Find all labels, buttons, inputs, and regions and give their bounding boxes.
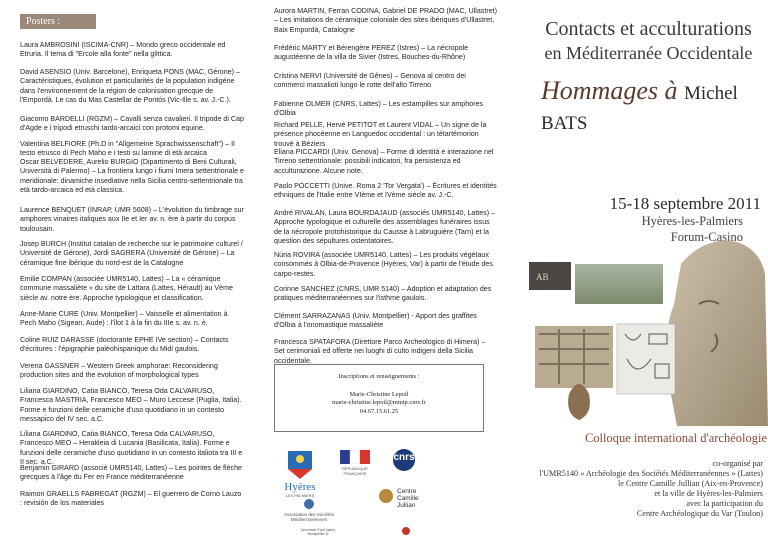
honoree-name: Michel BATS — [541, 83, 738, 134]
poster-entry: Laurence BENQUET (INRAP, UMR 5608) – L'évolution du timbrage sur amphores vinaires italiques aux IIe et Ier av. n. ère à partir du corpus toulousain. — [20, 206, 244, 233]
landscape-photo — [575, 264, 663, 304]
poster-entry: Giacomo BARDELLI (RGZM) – Cavalli senza cavalieri. Il tripode di Cap d'Agde e i tripodi etruschi tardo-arcaici con protomi equine. — [20, 115, 244, 133]
poster-entry: Frédéric MARTY et Bérengère PEREZ (Istres) – La nécropole augustéenne de la villa de Sivier (Istres, Bouches-du-Rhône) — [274, 44, 469, 62]
poster-entry: David ASENSIO (Univ. Barcelone), Enriqueta PONS (MAC, Gérone) – Caractéristiques, évolution et particularités de la population indigène dans l'environnement de la région de colonisation grecque de l'Empordà. Le cas du Mas Castellar de Pontós (Vic-Ille s. av. J.-C.). — [20, 68, 240, 104]
poster-entry: Liliana GIARDINO, Catia BIANCO, Teresa Oda CALVARUSO, Francesco MEO – Herakleia di Lucania (Basilicata, Italia). Forme e funzioni delle ceramiche d'uso quotidiano in un contesto italiota tra III e II sec. a.C. — [20, 430, 243, 466]
posters-column-2 — [256, 0, 509, 543]
posters-label: Posters : — [20, 14, 96, 29]
archaeology-photo-collage — [509, 234, 768, 426]
poster-entry: Laura AMBROSINI (ISCIMA-CNR) – Mondo greco occidentale ed Etruria. Il tema di "Ercole alla fonte" nella glittica. — [20, 41, 226, 59]
hommages-heading — [541, 76, 768, 136]
hyeres-logo: Hyères LES PALMIERS — [274, 450, 326, 492]
poster-entry: Eliana PICCARDI (Univ. Genova) – Forme di identità e interazione nel Tirreno settentrionale: possibili indicatori, fra persistenza ed acculturazione. Alcune note. — [274, 148, 494, 175]
poster-entry: André RIVALAN, Laura BOURDAJAUD (associés UMR5140, Lattes) – Approche typologique et culturelle des assemblages funéraires issus de la nécropole protohistorique du Causse à Labruguière (Tarn) et la question des sépultures ostentatoires. — [274, 209, 496, 245]
event-date: 15-18 septembre 2011 — [609, 194, 761, 213]
contact-phone: 04.67.15.61.25 — [359, 407, 399, 415]
hyeres-emblem-icon — [274, 450, 326, 480]
poster-entry: Valentina BELFIORE (Ph.D in "Allgemeine Sprachwissenschaft") – Il testo etrusco di Pech Maho e i testi su lamine di età arcaica — [20, 140, 235, 158]
star-icon — [301, 498, 317, 510]
poster-entry: Benjamin GIRARD (associé UMR5140, Lattes) – Les pointes de flèche grecques à l'âge du Fer en France méditerranéenne — [20, 464, 242, 482]
sculpture-head — [666, 241, 768, 426]
poster-entry: Raimon GRAELLS FABREGAT (RGZM) – El guerrero de Corno Lauzo : revisión de los materiales — [20, 490, 242, 508]
contact-title: Inscriptions et renseignements : — [338, 373, 420, 380]
poster-entry: Oscar BELVEDERE, Aurelio BURGIO (Dipartimento di Beni Culturali, Università di Palermo) – La frontiera lungo i fiumi Imera settentrionale e meridionale: dinamiche insediative nella Sicilia centro-settentrionale tra età tardo-arcaica ed età classica. — [20, 158, 244, 194]
title-line-1: Contacts et acculturations — [545, 18, 752, 40]
posters-column — [0, 0, 256, 543]
poster-entry: Corinne SANCHEZ (CNRS, UMR 5140) – Adoption et adaptation des pratiques méditerranéennes sur l'isthme gaulois. — [274, 285, 492, 303]
poster-entry: Paolo POCCETTI (Unive. Roma 2 'Tor Vergata') – Écritures et identités ethniques de l'Italie entre VIème et IVème siècle av. J.-C. — [274, 182, 497, 200]
montpellier-logo: Université Paul-Valéry Montpellier III — [300, 528, 336, 536]
contact-email[interactable]: marie-christine.lepoil@mmtp.cnrs.fr — [332, 399, 426, 406]
marianne-icon — [340, 450, 370, 464]
excavation-photo — [535, 326, 613, 388]
cover-column — [509, 0, 768, 543]
event-city: Hyères-les-Palmiers — [641, 214, 743, 228]
contact-box — [274, 364, 484, 432]
poster-entry: Josep BURCH (Institut catalan de recherche sur le patrimoine culturel / Université de Gérone), Jordi SAGRERA (Université de Gérone) – La céramique fine ibérique du nord-est de la Catalogne — [20, 240, 243, 267]
centre-camille-jullian-logo: Centre Camille Jullian — [378, 488, 438, 524]
partner-logos — [274, 448, 504, 538]
colloque-title: Colloque international d'archéologie — [584, 431, 767, 445]
contact-name: Marie-Christine Lepoil — [349, 390, 409, 398]
inscription-glyph: ΑΒ — [536, 272, 549, 282]
republique-francaise-logo: RÉPUBLIQUE FRANÇAISE — [334, 450, 376, 484]
poster-entry: Verena GASSNER – Western Greek amphorae: Reconsidering production sites and the evolution of morphological types — [20, 362, 218, 380]
title-line-2: en Méditerranée Occidentale — [544, 43, 753, 63]
amphora-photo — [568, 384, 590, 420]
ccj-emblem-icon — [378, 488, 394, 504]
poster-entry: Richard PELLE, Hervé PETITOT et Laurent VIDAL – Un signe de la présence phocéenne en Languedoc occidental : un tétartémorion trouvé à Béziers — [274, 121, 487, 148]
poster-entry: Francesca SPATAFORA (Direttore Parco Archeologico di Himera) – Set cerimoniali ed offerte nei luoghi di culto indigeni della Sicilia occidentale. — [274, 338, 486, 365]
poster-entry: Aurora MARTIN, Ferran CODINA, Gabriel DE PRADO (MAC, Ullastret) – Les imitations de céramique coloniale des sites ibériques d'Ullastret, Baix Empordà, Catalogne — [274, 7, 497, 34]
poster-entry: Anne-Marie CURE (Univ. Montpellier) – Vaisselle et alimentation à Pech Maho (Sigean, Aude) : l'îlot 1 à la fin du IIIe s. av. n. è. — [20, 310, 228, 328]
poster-entry: Núria ROVIRA (associée UMR5140, Lattes) – Les produits végétaux consommés à Olbia-de-Provence (Hyères, Var) à partir de l'étude des carpo-restes. — [274, 251, 493, 278]
var-logo — [394, 526, 418, 538]
hommages-label: Hommages à — [541, 76, 678, 105]
poster-entry: Coline RUIZ DARASSE (doctorante EPHE IVe section) – Contacts d'écritures : l'épigraphie paléohispanique du Midi gaulois. — [20, 336, 229, 354]
association-logo: Association des Sociétés Méditerranéennes — [274, 498, 344, 524]
poster-entry: Clément SARRAZANAS (Univ. Montpellier) - Apport des graffites d'Olbia à l'onomastique massaliète — [274, 312, 477, 330]
event-venue: Forum-Casino — [670, 230, 743, 244]
poster-entry: Cristina NERVI (Université de Gênes) – Genova al centro dei commerci massalioti lungo le rotte dell'alto Tirreno — [274, 72, 466, 90]
cnrs-logo: cnrs — [384, 448, 424, 484]
poster-entry: Emilie COMPAN (associée UMR5140, Lattes) – La « céramique commune massaliète » du site de Lattara (Lattes, Hérault) au Vème siècle av. notre ère. Approche typologique et classification. — [20, 275, 233, 302]
organizers: co-organisé par l'UMR5140 « Archéologie des Sociétés Méditerranéennes » (Lattes) le Centre Camille Jullian (Aix-en-Provence) et la ville de Hyères-les-Palmiers avec la participation du Centre Archéologique du Var (Toulon) — [539, 459, 763, 518]
poster-entry: Fabienne OLMER (CNRS, Lattes) – Les estampilles sur amphores d'Olbia — [274, 100, 483, 118]
poster-entry: Liliana GIARDINO, Catia BIANCO, Teresa Oda CALVARUSO, Francesca MASTRIA, Francesco MEO – Muro Leccese (Puglia, Italia). Forme e funzioni delle ceramiche d'uso quotidiano in un contesto messapico del IV sec. a.C. — [20, 387, 242, 423]
var-emblem-icon — [400, 526, 412, 536]
